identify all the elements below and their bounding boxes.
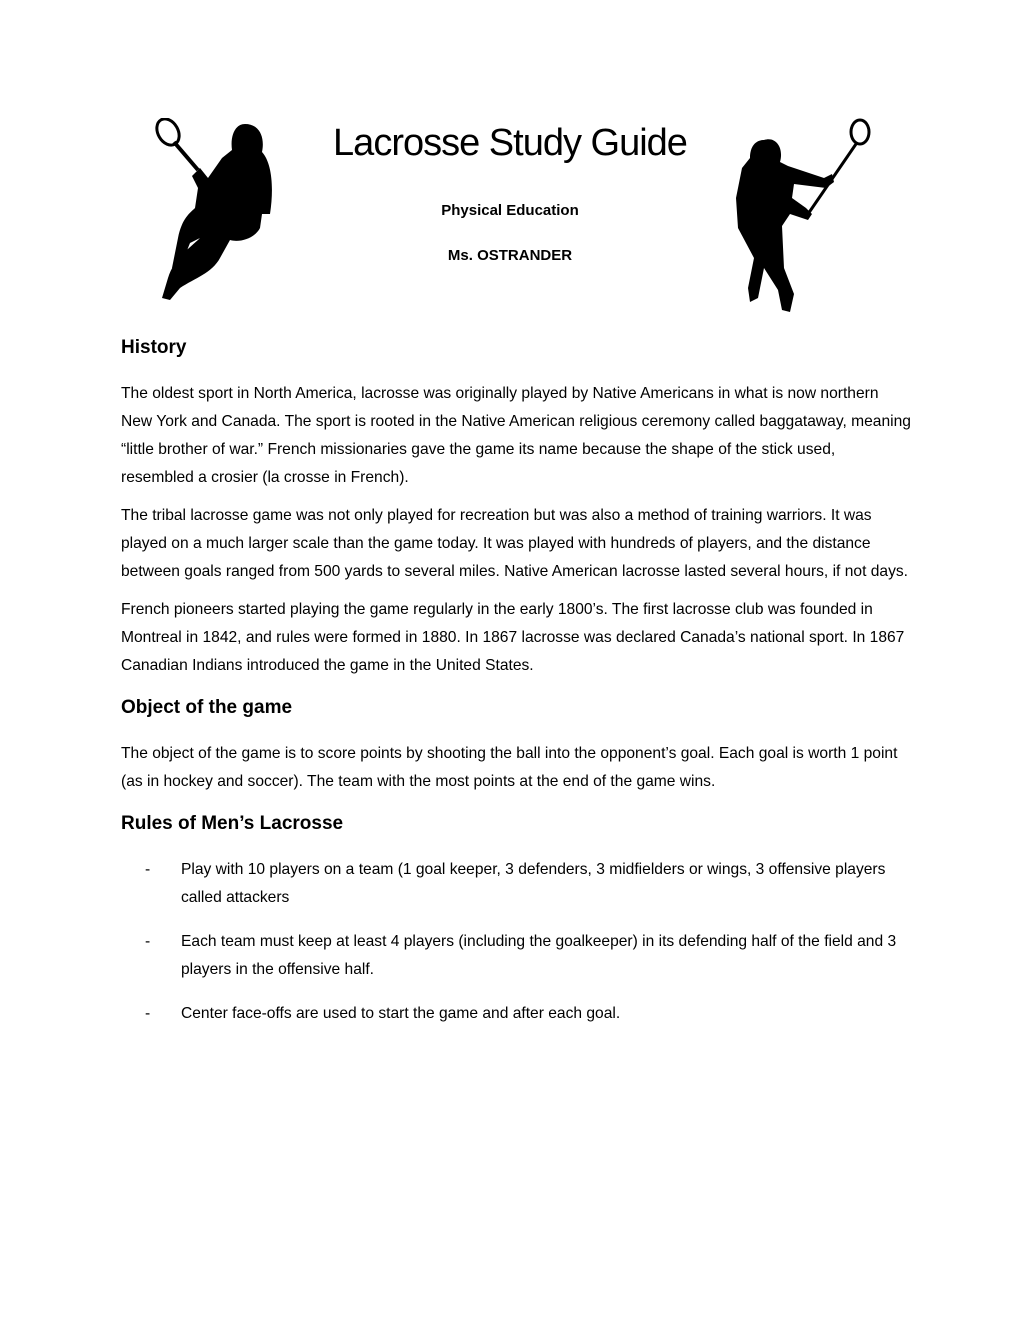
bullet-dash: - [145,933,151,950]
bullet-dash: - [145,861,151,878]
subject-subtitle: Physical Education [441,202,579,219]
section-heading-object: Object of the game [121,697,293,718]
rule-text: Play with 10 players on a team (1 goal keeper, 3 defenders, 3 midfielders or wings, 3 offensive players called attackers [181,861,886,906]
rule-text: Each team must keep at least 4 players (including the goalkeeper) in its defending half of the field and 3 players in the offensive half. [181,933,897,978]
list-item [121,856,911,912]
history-paragraph: The oldest sport in North America, lacrosse was originally played by Native Americans in what is now northern New York and Canada. The sport is rooted in the Native American religious ceremony called baggataway, meaning “little brother of war.” French missionaries gave the game its name because the shape of the stick used, resembled a crosier (la crosse in French). [121,385,911,486]
rules-list [121,856,911,1028]
section-heading-rules: Rules of Men’s Lacrosse [121,813,344,834]
female-lacrosse-player-silhouette [728,118,878,314]
object-paragraph: The object of the game is to score points by shooting the ball into the opponent’s goal. Each goal is worth 1 point (as in hockey and soccer). The team with the most points at the end of the game wins. [121,745,898,790]
document-body [121,334,911,1044]
rule-text: Center face-offs are used to start the game and after each goal. [181,1005,621,1022]
list-item [121,1000,911,1028]
teacher-name: Ms. OSTRANDER [447,247,573,264]
page-title: Lacrosse Study Guide [333,122,687,164]
history-paragraph: The tribal lacrosse game was not only played for recreation but was also a method of training warriors. It was played on a much larger scale than the game today. It was played with hundreds of players, and the distance between goals ranged from 500 yards to several miles. Native American lacrosse lasted several hours, if not days. [121,507,909,580]
section-heading-history: History [121,337,187,358]
bullet-dash: - [145,1005,151,1022]
male-lacrosse-player-silhouette [150,118,280,303]
list-item [121,928,911,984]
history-paragraph: French pioneers started playing the game regularly in the early 1800’s. The first lacrosse club was founded in Montreal in 1842, and rules were formed in 1880. In 1867 lacrosse was declared Canada’s national sport. In 1867 Canadian Indians introduced the game in the United States. [121,601,905,674]
